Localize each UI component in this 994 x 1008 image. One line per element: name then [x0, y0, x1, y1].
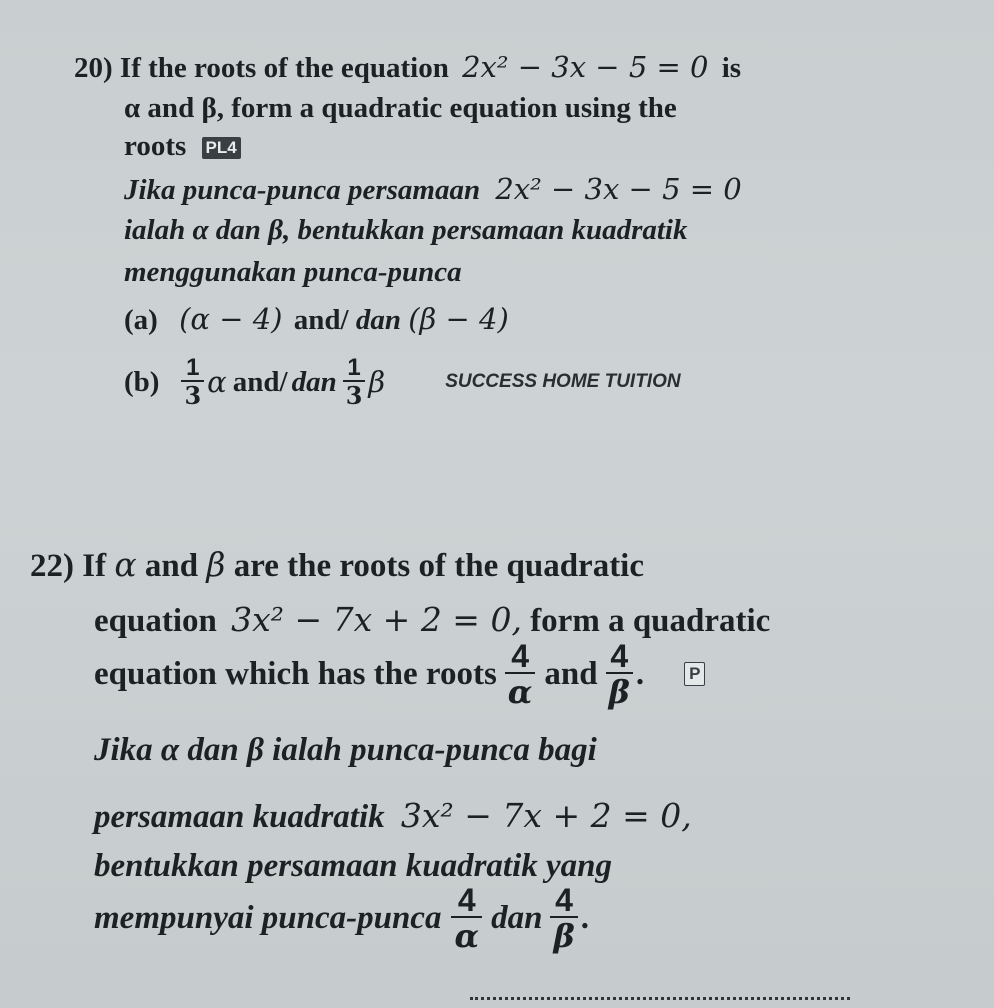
part-a-expr2: (β − 4): [408, 302, 509, 336]
fraction-numerator: 4: [610, 638, 629, 674]
q20-roots: roots: [124, 130, 187, 162]
q22-malay-line2: [94, 796, 692, 836]
q22-alpha: α: [114, 545, 137, 584]
part-a-expr1: (α − 4): [179, 302, 283, 336]
part-b-alpha: α: [207, 365, 227, 399]
q22-and2: and: [544, 655, 598, 692]
q20-number: 20): [74, 52, 113, 84]
part-b-and: and/: [232, 365, 288, 398]
watermark: SUCCESS HOME TUITION: [445, 371, 681, 392]
pl4-badge: PL4: [202, 137, 241, 159]
q22-equation: 3x² − 7x + 2 = 0,: [231, 600, 522, 639]
fraction-numerator: 4: [511, 638, 529, 674]
fraction-denominator: β: [550, 916, 577, 952]
fraction-numerator: 4: [457, 882, 476, 918]
fraction-denominator: α: [451, 916, 482, 952]
q20-malay-line3: menggunakan punca-punca: [124, 256, 462, 288]
q22-line1: [30, 545, 644, 585]
q20-part-b: [124, 356, 681, 408]
part-b-dan: dan: [291, 365, 337, 398]
fraction-denominator: 3: [181, 380, 204, 408]
q22-malay-line4: mempunyai punca-punca $\frac{4}{\alpha}$ dan $\frac{4}{\beta}$ .: [94, 882, 589, 955]
p-badge: P: [684, 662, 705, 686]
part-b-fraction-1: [181, 356, 204, 408]
q22-malay-dan: dan: [491, 899, 543, 936]
fraction-numerator: 1: [186, 354, 200, 381]
q22-number: 22): [30, 548, 74, 584]
q22-malay-equation: 3x² − 7x + 2 = 0,: [400, 796, 692, 835]
q22-line3: equation which has the roots $\frac{4}{\alpha}$ and $\frac{4}{\beta}$ . P: [94, 640, 705, 708]
q22-text: are the roots of the quadratic: [233, 548, 644, 584]
q20-part-a: [124, 302, 509, 337]
q20-line1: [74, 50, 741, 85]
q22-text2: form a quadratic: [530, 603, 771, 639]
q22-equation-label: equation: [94, 603, 217, 639]
part-a-label: (a): [124, 304, 158, 336]
q22-malay-fraction-2: [550, 882, 577, 955]
part-b-beta: β: [368, 365, 386, 399]
part-a-dan: dan: [355, 304, 401, 336]
q22-malay-text4: mempunyai punca-punca: [94, 899, 442, 936]
fraction-denominator: 3: [343, 380, 366, 408]
q22-text3: equation which has the roots: [94, 655, 497, 692]
q22-and: and: [144, 548, 199, 584]
bottom-divider: [470, 997, 850, 1000]
q22-malay-line3: bentukkan persamaan kuadratik yang: [94, 848, 613, 884]
q22-malay-fraction-1: [451, 882, 482, 955]
q22-fraction-1: [505, 638, 536, 711]
q20-equation: 2x² − 3x − 5 = 0: [462, 50, 709, 84]
q20-malay-line2: ialah α dan β, bentukkan persamaan kuadratik: [124, 214, 688, 246]
q22-fraction-2: [606, 638, 633, 711]
q20-malay-equation: 2x² − 3x − 5 = 0: [495, 172, 742, 206]
q22-line2: [94, 600, 770, 640]
fraction-denominator: α: [505, 672, 536, 708]
q22-if: If: [82, 548, 107, 584]
part-a-and: and/: [293, 304, 349, 336]
q20-text: If the roots of the equation: [119, 52, 449, 84]
fraction-denominator: β: [606, 672, 633, 708]
q20-malay-line1: [124, 172, 742, 207]
q20-malay-text1: Jika punca-punca persamaan: [124, 174, 481, 206]
q22-beta: β: [206, 545, 226, 584]
q20-line3: [124, 130, 241, 163]
q20-line2: α and β, form a quadratic equation using the: [124, 92, 677, 124]
fraction-numerator: 4: [555, 882, 573, 918]
part-b-fraction-2: [343, 356, 366, 408]
part-b-label: (b): [124, 365, 160, 398]
fraction-numerator: 1: [347, 354, 361, 381]
q22-malay-text2: persamaan kuadratik: [94, 799, 385, 835]
q20-is: is: [721, 52, 742, 84]
q22-malay-line1: Jika α dan β ialah punca-punca bagi: [94, 732, 597, 768]
